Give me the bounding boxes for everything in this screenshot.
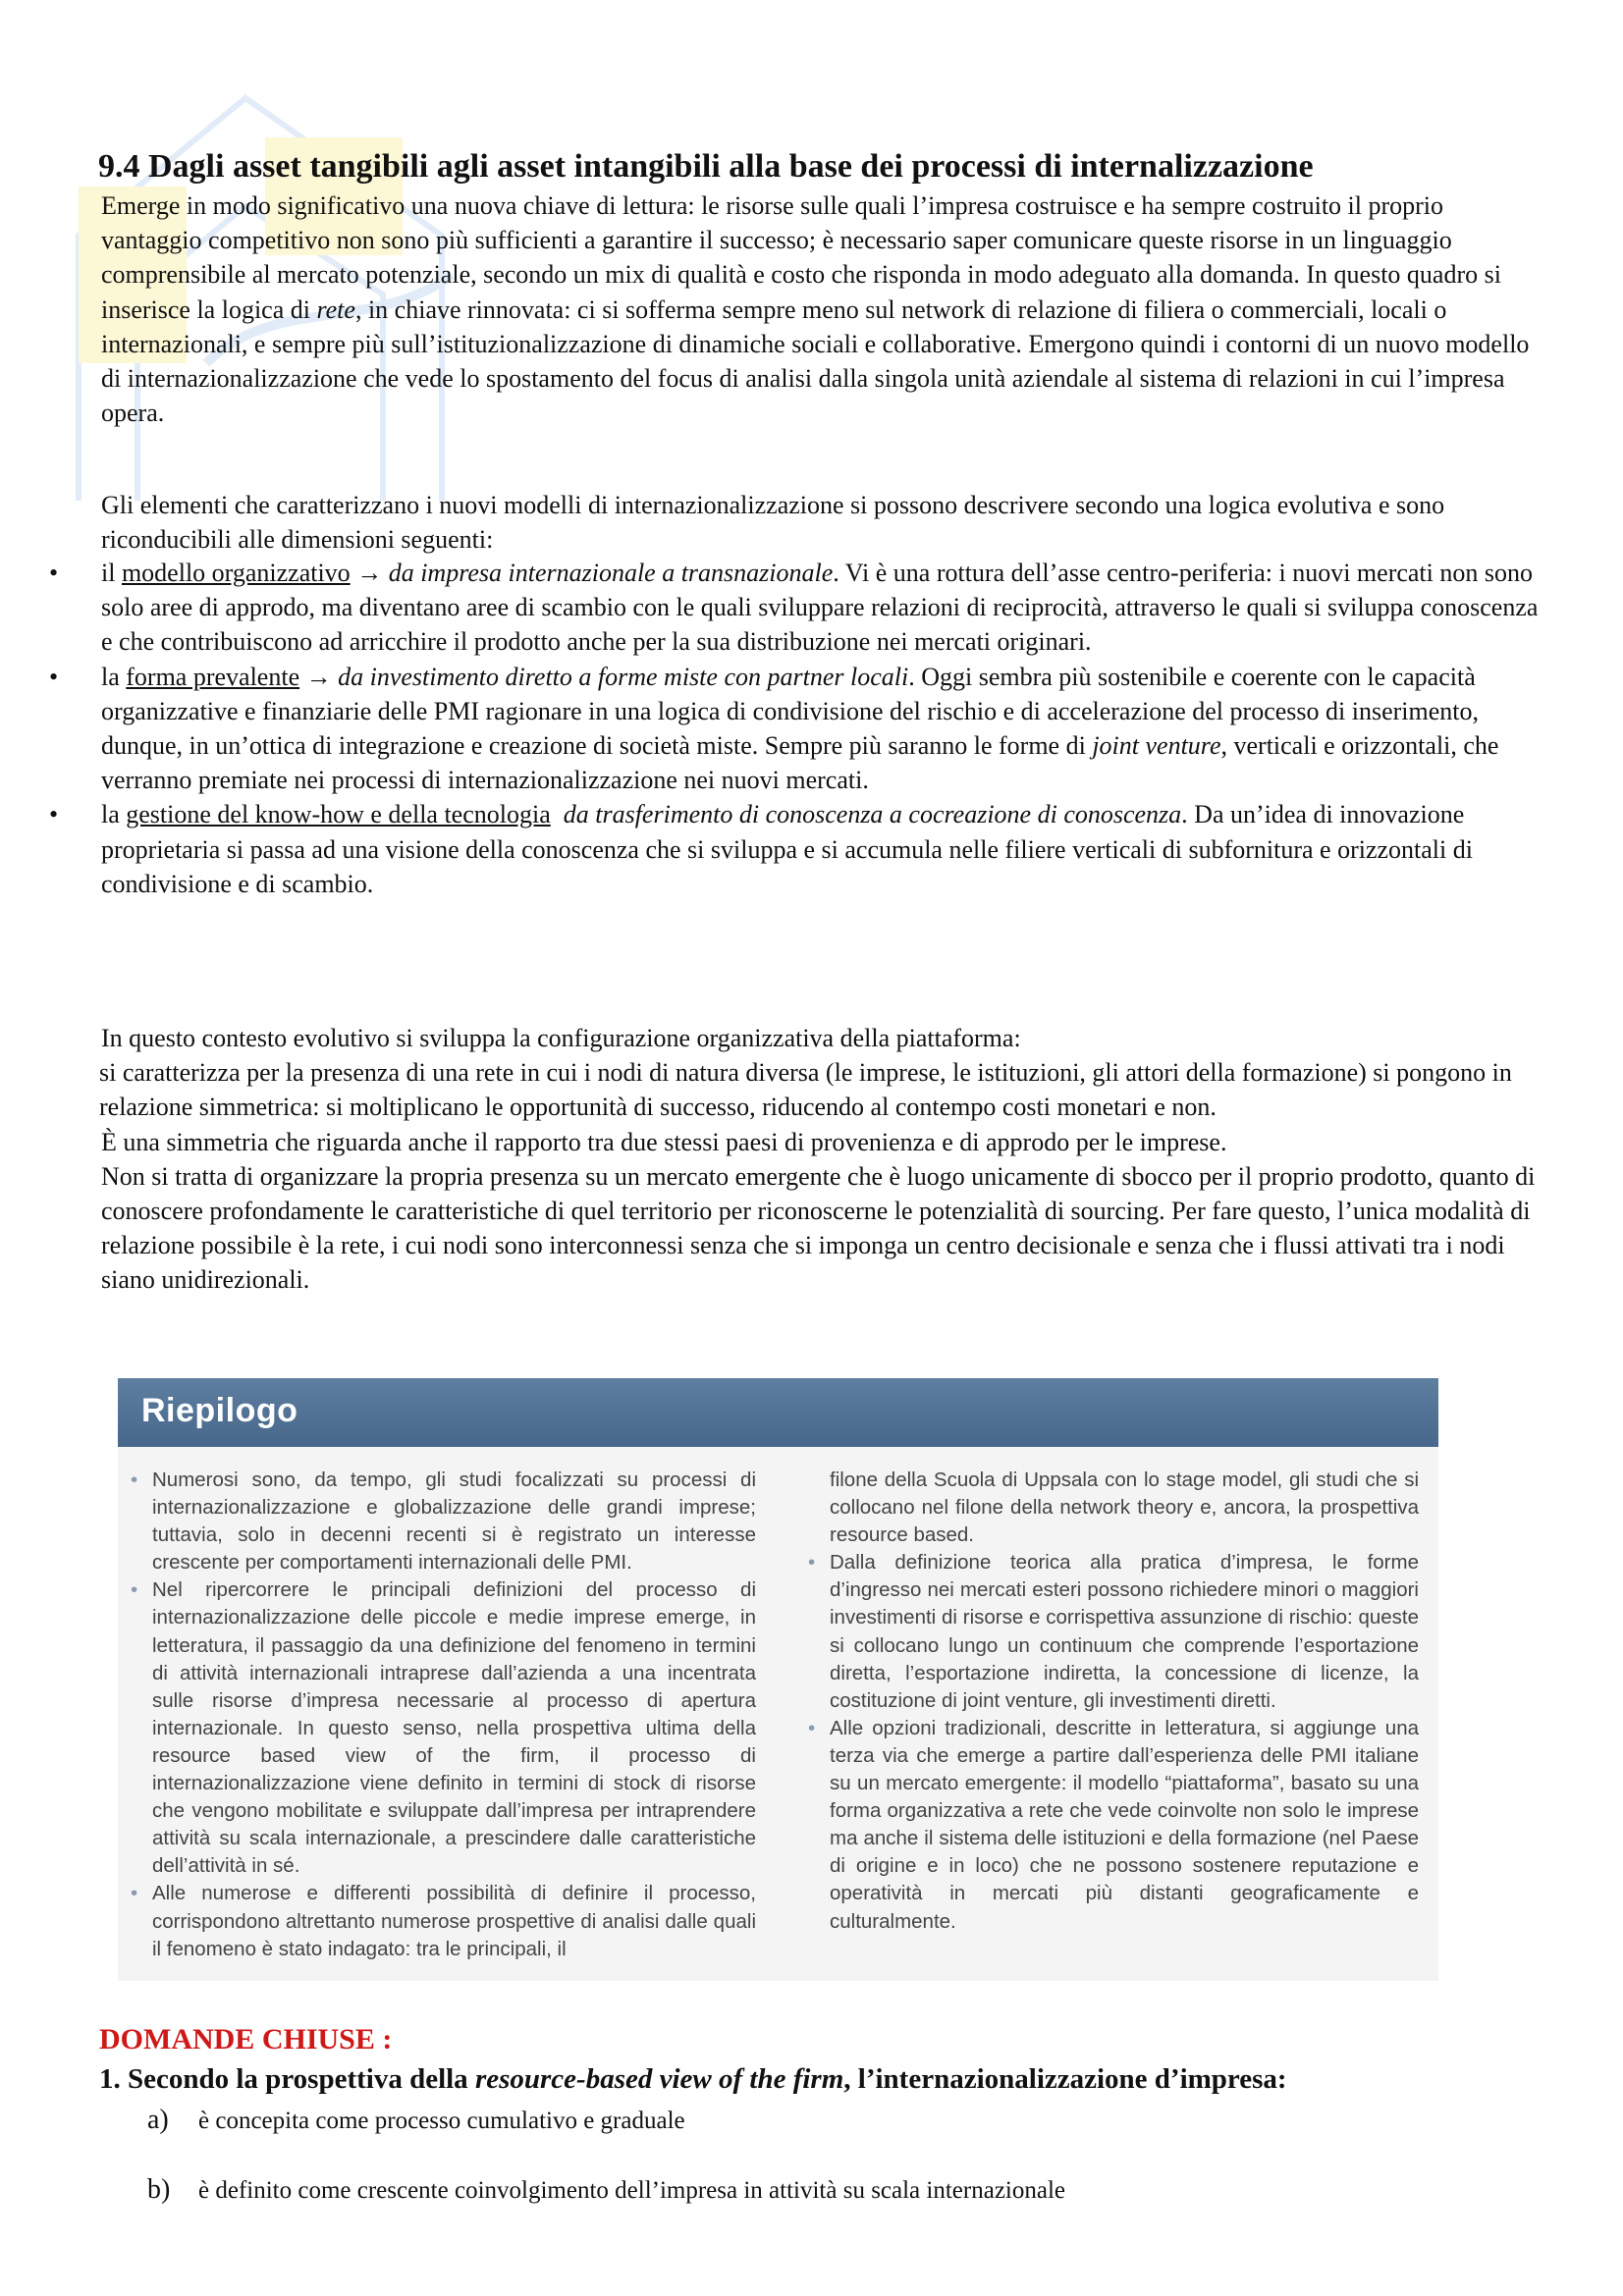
bullet-term: modello organizzativo — [121, 559, 351, 587]
elements-paragraph: Gli elementi che caratterizzano i nuovi modelli di internazionalizzazione si possono descrivere secondo una logica evolutiva e sono riconducibili alle dimensioni seguenti: — [101, 491, 1445, 555]
option-text: è concepita come processo cumulativo e graduale — [198, 2108, 685, 2134]
arrow-icon: → — [299, 662, 339, 691]
recap-left-column — [152, 1467, 756, 1963]
recap-item: • Nel ripercorrere le principali definizioni del processo di internazionalizzazione delle piccole e medie imprese emerge, in letteratura, il passaggio da una definizione del fenomeno in termini di attività internazionali intraprese dall’azienda a una incentrata sulle risorse d’impresa necessarie al processo di apertura internazionale. In questo senso, nella prospettiva ultima della resource based view of the firm, il processo di internazionalizzazione viene definito in termini di stock di risorse che vengono mobilitate e sviluppate dall’impresa per intraprendere attività su scala internazionale, a prescindere dalle caratteristiche dell’attività in sé. — [152, 1576, 756, 1880]
missing-glyph-icon — [551, 800, 564, 828]
section-title: 9.4 Dagli asset tangibili agli asset intangibili alla base dei processi di internalizzazione — [98, 148, 1314, 185]
intro-text-rest: , in chiave rinnovata: ci si sofferma sempre meno sul network di relazione di filiera o commerciali, locali o internazionali, e sempre più sull’istituzionalizzazione di dinamiche sociali e collaborative. Emergono quindi i contorni di un nuovo modello di internazionalizzazione che vede lo spostamento del focus di analisi dalla singola unità aziendale al sistema di relazioni in cui l’impresa opera. — [101, 294, 1530, 428]
dimensions-list — [101, 556, 1540, 901]
bullet-text: . Oggi sembra più sostenibile e coerente con le capacità organizzative e finanziarie delle PMI ragionare in una logica di condivisione del rischio e di accelerazione del processo di inserimento, dunque, in un’ottica di integrazione e creazione di società miste. Sempre più saranno le forme di — [101, 662, 1479, 761]
option-letter: a) — [147, 2105, 169, 2135]
platform-text: Non si tratta di organizzare la propria presenza su un mercato emergente che è luogo unicamente di sbocco per il proprio prodotto, quanto di conoscere profondamente le caratteristiche di quel territorio per riconoscerne le potenzialità di sourcing. Per fare questo, l’unica modalità di relazione possibile è la rete, i cui nodi sono interconnessi senza che si imponga un centro decisionale e senza che i flussi attivati tra i nodi siano unidirezionali. — [101, 1161, 1536, 1295]
bullet-prefix: il — [101, 559, 122, 587]
bullet-prefix: la — [101, 662, 127, 691]
list-item — [101, 797, 1540, 901]
platform-intro-line: In questo contesto evolutivo si sviluppa la configurazione organizzativa della piattaforma: — [101, 1024, 1021, 1052]
bullet-text: , verticali e orizzontali, che verranno premiate nei processi di internazionalizzazione nei nuovi mercati. — [101, 731, 1499, 795]
platform-paragraph — [101, 1021, 1540, 1298]
bullet-italic: da trasferimento di conoscenza a cocreazione di conoscenza — [563, 800, 1182, 829]
question-1 — [99, 2061, 1542, 2097]
platform-text: si caratterizza per la presenza di una rete in cui i nodi di natura diversa (le imprese, le istituzioni, gli attori della formazione) si pongono in relazione simmetrica: si moltiplicano le opportunità di successo, riducendo al contempo costi monetari e non. — [99, 1058, 1512, 1122]
questions-heading: DOMANDE CHIUSE : — [99, 2023, 393, 2056]
recap-item-continued: filone della Scuola di Uppsala con lo stage model, gli studi che si collocano nel filone della network theory e, ancora, la prospettiva resource based. — [830, 1468, 1419, 1547]
answer-option-b[interactable] — [147, 2174, 1065, 2207]
answer-option-a[interactable] — [147, 2105, 685, 2137]
recap-item: • Alle numerose e differenti possibilità di definire il processo, corrispondono altrettanto numerose prospettive di analisi dalle quali il fenomeno è stato indagato: tra le principali, il — [152, 1880, 756, 1962]
recap-item: • Dalla definizione teorica alla pratica d’impresa, le forme d’ingresso nei mercati esteri possono richiedere minori o maggiori investimenti di risorse e corrispettiva assunzione di rischio: queste si collocano lungo un continuum che comprende l’esportazione diretta, l’esportazione indiretta, la concessione di licenze, la costituzione di joint venture, gli investimenti diretti. — [830, 1549, 1419, 1715]
list-item — [101, 556, 1540, 660]
bullet-term: forma prevalente — [126, 662, 300, 691]
question-text-end: , l’internazionalizzazione d’impresa: — [843, 2063, 1287, 2095]
recap-right-column — [830, 1467, 1419, 1936]
arrow-icon: → — [350, 559, 389, 587]
question-text: 1. Secondo la prospettiva della — [99, 2063, 475, 2095]
bullet-italic: da investimento diretto a forme miste con partner locali — [338, 662, 909, 691]
recap-header — [118, 1378, 1438, 1447]
recap-box — [118, 1378, 1438, 1981]
bullet-italic: joint venture — [1092, 731, 1221, 761]
option-text: è definito come crescente coinvolgimento dell’impresa in attività su scala internazionale — [198, 2177, 1065, 2204]
intro-text: Emerge in modo significativo una nuova chiave di lettura: le risorse sulle quali l’impresa costruisce e ha sempre costruito il proprio vantaggio competitivo non sono più sufficienti a garantire il successo; è necessario saper comunicare queste risorse in un linguaggio comprensibile al mercato potenziale, secondo un mix di qualità e costo che risponda in modo adeguato alla domanda. In questo quadro si inserisce la logica di — [101, 191, 1501, 324]
platform-text: È una simmetria che riguarda anche il rapporto tra due stessi paesi di provenienza e di approdo per le imprese. — [101, 1127, 1227, 1156]
bullet-italic: da impresa internazionale a transnazionale — [388, 559, 834, 587]
bullet-text: . Vi è una rottura dell’asse centro-periferia: i nuovi mercati non sono solo aree di approdo, ma diventano aree di scambio con le quali sviluppare relazioni di reciprocità, attraverso le quali si sviluppa conoscenza e che contribuiscono ad arricchire il prodotto anche per la sua distribuzione nei mercati originari. — [101, 559, 1539, 657]
intro-italic-term: rete — [316, 294, 355, 324]
bullet-term: gestione del know-how e della tecnologia — [126, 800, 551, 829]
option-letter: b) — [147, 2174, 171, 2205]
recap-title: Riepilogo — [141, 1392, 298, 1429]
recap-item: • Numerosi sono, da tempo, gli studi focalizzati su processi di internazionalizzazione e globalizzazione delle grandi imprese; tuttavia, solo in decenni recenti si è registrato un interesse crescente per comportamenti internazionali delle PMI. — [152, 1467, 756, 1576]
question-italic: resource-based view of the firm — [474, 2063, 844, 2095]
intro-paragraph — [101, 188, 1540, 430]
list-item — [101, 660, 1540, 798]
bullet-text: . Da un’idea di innovazione proprietaria si passa ad una visione della conoscenza che si sviluppa e si accumula nelle filiere verticali di subfornitura e orizzontali di condivisione e di scambio. — [101, 800, 1473, 898]
recap-item: • Alle opzioni tradizionali, descritte in letteratura, si aggiunge una terza via che emerge a partire dall’esperienza delle PMI italiane su un mercato emergente: il modello “piattaforma”, basato su una forma organizzativa a rete che vede coinvolte non solo le imprese ma anche il sistema delle istituzioni e della formazione (nel Paese di origine e in loco) che ne possono sostenere reputazione e operatività in mercati più distanti geograficamente e culturalmente. — [830, 1715, 1419, 1936]
bullet-prefix: la — [101, 800, 127, 829]
